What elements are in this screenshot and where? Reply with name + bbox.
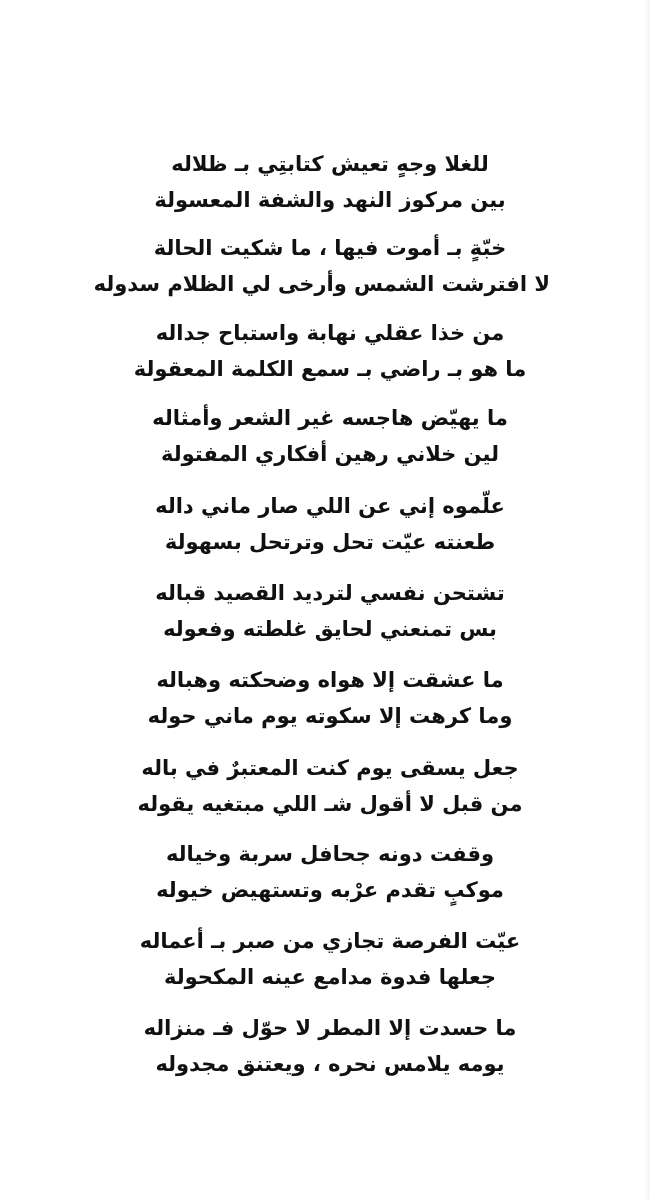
- stanza-10-line-1: عيّت الفرصة تجازي من صبر بـ أعماله: [139, 929, 521, 953]
- stanza-2-line-1: خبّةٍ بـ أموت فيها ، ما شكيت الحالة: [153, 236, 507, 260]
- stanza-11-line-1: ما حسدت إلا المطر لا حوّل فـ منزاله: [143, 1016, 517, 1040]
- stanza-1: [110, 146, 550, 218]
- stanza-9-line-2: موكبٍ تقدم عرْبه وتستهيض خيوله: [156, 878, 504, 902]
- stanza-10-line-2: جعلها فدوة مدامع عينه المكحولة: [163, 965, 497, 989]
- stanza-4-line-1: ما يهيّض هاجسه غير الشعر وأمثاله: [152, 406, 508, 430]
- stanza-9-line-1: وقفت دونه جحافل سربة وخياله: [165, 842, 495, 866]
- stanza-2: [93, 230, 550, 302]
- stanza-8-line-2: من قبل لا أقول شـ اللي مبتغيه يقوله: [137, 792, 523, 816]
- stanza-5-line-1: علّموه إني عن اللي صار ماني داله: [155, 494, 505, 518]
- stanza-3: [110, 315, 550, 387]
- stanza-9: [110, 836, 550, 908]
- stanza-3-line-1: من خذا عقلي نهابة واستباح جداله: [155, 321, 505, 345]
- stanza-5-line-2: طعنته عيّت تحل وترتحل بسهولة: [164, 530, 496, 554]
- stanza-3-line-2: ما هو بـ راضي بـ سمع الكلمة المعقولة: [133, 357, 527, 381]
- stanza-6: [110, 575, 550, 647]
- stanza-7-line-1: ما عشقت إلا هواه وضحكته وهباله: [156, 668, 504, 692]
- stanza-4-line-2: لين خلاني رهين أفكاري المفتولة: [161, 442, 499, 466]
- stanza-11-line-2: يومه يلامس نحره ، ويعتنق مجدوله: [155, 1052, 505, 1076]
- stanza-5: [110, 488, 550, 560]
- stanza-1-line-2: بين مركوز النهد والشفة المعسولة: [154, 188, 506, 212]
- stanza-7-line-2: وما كرهت إلا سكوته يوم ماني حوله: [147, 704, 513, 728]
- stanza-8: [110, 750, 550, 822]
- stanza-8-line-1: جعل يسقى يوم كنت المعتبرٌ في باله: [141, 756, 519, 780]
- stanza-10: [110, 923, 550, 995]
- stanza-2-line-2: لا افترشت الشمس وأرخى لي الظلام سدوله: [93, 272, 550, 296]
- stanza-6-line-1: تشتحن نفسي لترديد القصيد قباله: [155, 581, 505, 605]
- stanza-11: [110, 1010, 550, 1082]
- stanza-4: [110, 400, 550, 472]
- page-edge-shadow: [644, 0, 650, 1199]
- stanza-7: [110, 662, 550, 734]
- stanza-1-line-1: للغلا وجهٍ تعيش كتابتِي بـ ظلاله: [171, 152, 489, 176]
- stanza-6-line-2: بس تمنعني لحايق غلطته وفعوله: [163, 617, 497, 641]
